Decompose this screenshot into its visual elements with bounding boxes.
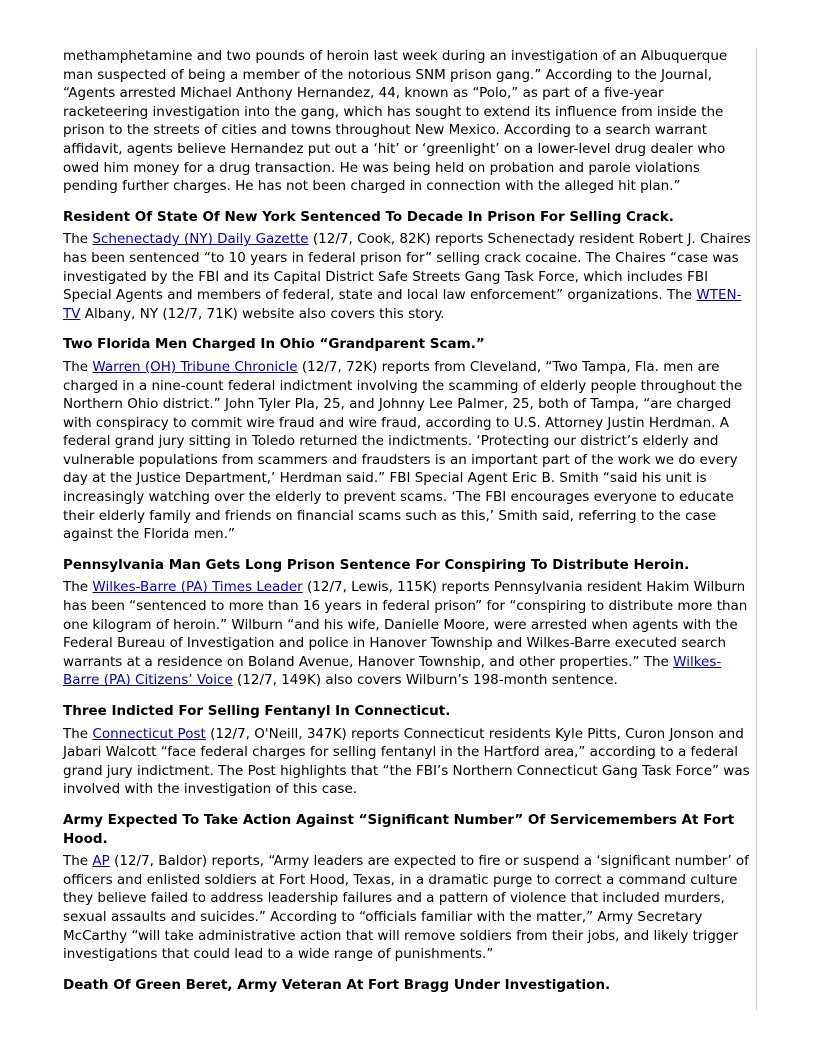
article-headline: Pennsylvania Man Gets Long Prison Sentence For Conspiring To Distribute Heroin. [63, 556, 690, 573]
article-body: The Connecticut Post (12/7, O'Neill, 347K) reports Connecticut residents Kyle Pitts, Curon Jonson and Jabari Walcott “face federal charges for selling fentanyl in the Hartford area,” according to a federal grand jury indictment. The Post highlights that “the FBI’s Northern Connecticut Gang Task Force” was involved with the investigation of this case. [63, 725, 750, 798]
final-headline: Death Of Green Beret, Army Veteran At Fort Bragg Under Investigation. [63, 976, 611, 993]
article-column [63, 47, 753, 994]
source-link-secondary[interactable]: WTEN-TV [63, 287, 742, 322]
article-headline: Three Indicted For Selling Fentanyl In Connecticut. [63, 703, 451, 719]
source-link[interactable]: Connecticut Post [92, 725, 206, 742]
source-link[interactable]: Warren (OH) Tribune Chronicle [92, 358, 298, 375]
article-headline: Resident Of State Of New York Sentenced To Decade In Prison For Selling Crack. [63, 208, 674, 225]
page-right-rule [756, 48, 757, 1010]
article-headline: Army Expected To Take Action Against “Significant Number” Of Servicemembers At Fort Hood. [63, 811, 735, 847]
source-link-secondary[interactable]: Wilkes-Barre (PA) Citizens’ Voice [63, 653, 722, 689]
article-headline: Two Florida Men Charged In Ohio “Grandparent Scam.” [63, 336, 485, 353]
article-body: The AP (12/7, Baldor) reports, “Army leaders are expected to fire or suspend a ‘significant number’ of officers and enlisted soldiers at Fort Hood, Texas, in a dramatic purge to correct a command culture they believe failed to address leadership failures and a pattern of violence that included murders, sexual assaults and suicides.” According to “officials familiar with the matter,” Army Secretary McCarthy “will take administrative action that will remove soldiers from their jobs, and likely trigger investigations that could lead to a wide range of punishments.” [63, 853, 749, 963]
source-link[interactable]: AP [92, 853, 110, 870]
article-body: The Warren (OH) Tribune Chronicle (12/7, 72K) reports from Cleveland, “Two Tampa, Fla. men are charged in a nine-count federal indictment involving the scamming of elderly people throughout the Northern Ohio district.” John Tyler Pla, 25, and Johnny Lee Palmer, 25, both of Tampa, “are charged with conspiracy to commit wire fraud and wire fraud, according to U.S. Attorney Justin Herdman. A federal grand jury sitting in Toledo returned the indictments. ‘Protecting our district’s elderly and vulnerable populations from scammers and fraudsters is an important part of the work we do every day at the Justice Department,’ Herdman said.” FBI Special Agent Eric B. Smith “said his unit is increasingly watching over the elderly to prevent scams. ‘The FBI encourages everyone to educate their elderly family and friends on financial scams such as this,’ Smith said, referring to the case against the Florida men.” [63, 358, 743, 543]
article-1 [63, 335, 753, 544]
article-body: The Wilkes-Barre (PA) Times Leader (12/7, Lewis, 115K) reports Pennsylvania resident Hakim Wilburn has been “sentenced to more than 16 years in federal prison” for “conspiring to distribute more than one kilogram of heroin.” Wilburn “and his wife, Danielle Moore, were arrested when agents with the Federal Bureau of Investigation and police in Hanover Township and Wilkes-Barre executed search warrants at a residence on Boland Avenue, Hanover Township, and other properties.” The Wilkes-Barre (PA) Citizens’ Voice (12/7, 149K) also covers Wilburn’s 198-month sentence. [63, 579, 748, 689]
article-2 [63, 556, 753, 690]
article-body: The Schenectady (NY) Daily Gazette (12/7, Cook, 82K) reports Schenectady resident Robert J. Chaires has been sentenced “to 10 years in federal prison for” selling crack cocaine. The Chaires “case was investigated by the FBI and its Capital District Safe Streets Gang Task Force, which includes FBI Special Agents and members of federal, state and local law enforcement” organizations. The WTEN-TV Albany, NY (12/7, 71K) website also covers this story. [63, 231, 751, 322]
source-link[interactable]: Schenectady (NY) Daily Gazette [92, 231, 309, 248]
article-3 [63, 702, 753, 799]
article-4 [63, 811, 753, 964]
source-link[interactable]: Wilkes-Barre (PA) Times Leader [92, 579, 303, 596]
intro-paragraph: methamphetamine and two pounds of heroin last week during an investigation of an Albuquerque man suspected of being a member of the notorious SNM prison gang.” According to the Journal, “Agents arrested Michael Anthony Hernandez, 44, known as “Polo,” as part of a five-year racketeering investigation into the gang, which has sought to extend its influence from inside the prison to the streets of cities and towns throughout New Mexico. According to a search warrant affidavit, agents believe Hernandez put out a ‘hit’ or ‘greenlight’ on a lower-level drug dealer who owed him money for a drug transaction. He was being held on probation and parole violations pending further charges. He has not been charged in connection with the alleged hit plan.” [63, 48, 728, 195]
article-0 [63, 208, 753, 324]
